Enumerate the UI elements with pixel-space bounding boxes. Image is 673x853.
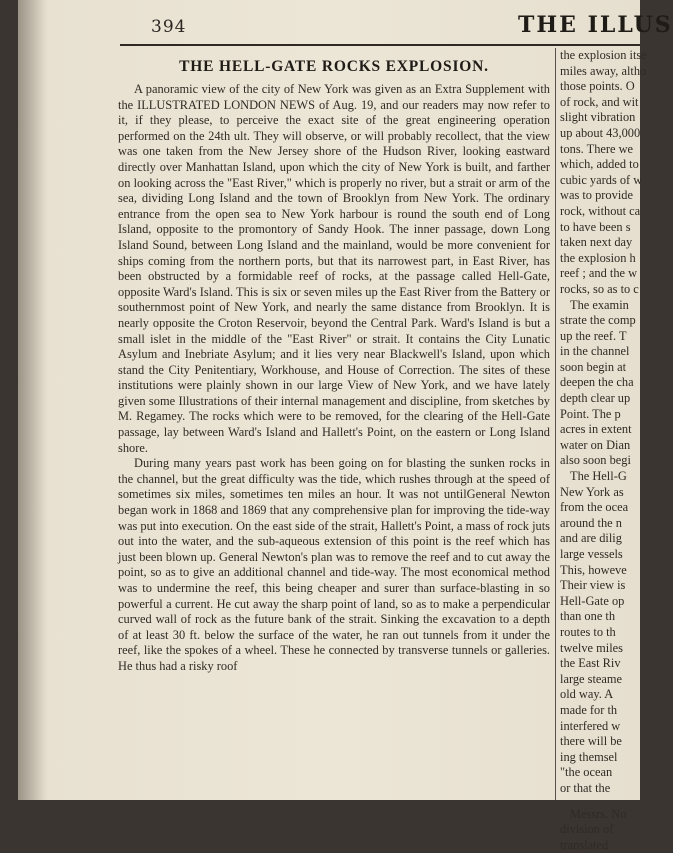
adjacent-column-line: rock, without ca — [560, 203, 641, 218]
adjacent-column-line: from the ocea — [560, 500, 629, 515]
adjacent-column-line: also soon begi — [560, 453, 631, 468]
adjacent-column-line: of rock, and wit — [560, 94, 639, 109]
adjacent-column-line: made for th — [560, 702, 618, 717]
article-paragraph: A panoramic view of the city of New York was given as an Extra Supplement with the ILLUSTRATED LONDON NEWS of Aug. 19, and our readers may now refer to it, if they please, to perceive the exact site of the great engineering operation performed on the 24th ult. They will observe, or will probably recollect, that the view was one taken from the New Jersey shore of the Hudson River, looking eastward directly over Manhattan Island, upon which the city of New York is built, and farther on looking across the "East River," which is properly no river, but a strait or arm of the sea, dividing Long Island and the town of Brooklyn from New York. The ordinary entrance from the open sea to New York harbour is round the south end of Long Island, opposite to the promontory of Sandy Hook. The inner passage, down Long Island Sound, between Long Island and the mainland, would be more convenient for ships coming from the northern ports, but that its narrowest part, in East River, has been obstructed by a formidable reef of rocks, at the passage called Hell-Gate, opposite Ward's Island. This is six or seven miles up the East River from the Battery or southernmost point of New York, and nearly the same distance from Brooklyn. It is nearly opposite the Croton Reservoir, beyond the Central Park. Ward's Island is but a small islet in the middle of the "East River" or strait. It contains the City Lunatic Asylum and Inebriate Asylum; and it lies very near Blackwell's Island, upon which stand the City Penitentiary, Workhouse, and House of Correction. The sites of these institutions were plainly shown in our large View of New York, and we have lately given some Illustrations of their internal management and discipline, from sketches by M. Regamey. The rocks which were to be removed, for the clearing of the Hell-Gate passage, lay between Ward's Island and Hallett's Point, on the eastern or Long Island shore. — [118, 82, 550, 455]
adjacent-column-line: The Hell-G — [570, 469, 627, 484]
adjacent-column — [560, 48, 647, 852]
adjacent-column-line: deepen the cha — [560, 375, 634, 390]
page-number: 394 — [151, 17, 187, 37]
adjacent-column-line: up about 43,000 — [560, 125, 641, 140]
adjacent-column-line: New York as — [560, 484, 624, 499]
article-title: THE HELL-GATE ROCKS EXPLOSION. — [179, 58, 489, 75]
adjacent-column-line: This, howeve — [560, 562, 627, 577]
adjacent-column-line: reef ; and the w — [560, 266, 638, 281]
adjacent-column-line: soon begin at — [560, 359, 627, 374]
adjacent-column-line: acres in extent — [560, 422, 632, 437]
adjacent-column-line: or that the — [560, 780, 611, 795]
adjacent-column-line: depth clear up — [560, 391, 631, 406]
adjacent-column-line: large vessels — [560, 547, 623, 561]
article-paragraph: During many years past work has been going on for blasting the sunken rocks in the channel, but the great difficulty was the tide, which rushes through at the speed of sometimes six miles, sometimes ten miles an hour. It was not untilGeneral Newton began work in 1868 and 1869 that any comprehensive plan for improving the tide-way was put into execution. On the east side of the strait, Hallett's Point, a mass of rock juts out into the water, and the sub-aqueous extension of this point is the reef which has just been blown up. General Newton's plan was to remove the reef and to cut away the point, so as to give an additional channel and tide-way. The most economical method was to undermine the reef, this being cheaper and surer than surface-blasting in so powerful a current. He cut away the sharp point of land, so as to make a perpendicular curved wall of rock as the future bank of the strait. Sinking the excavation to a depth of at least 30 ft. below the surface of the water, he ran out tunnels from it under the reef, like the spokes of a wheel. These he connected by transverse tunnels or galleries. He thus had a risky roof — [118, 456, 550, 673]
adjacent-column-line: Their view is — [560, 578, 626, 593]
adjacent-column-line: interfered w — [560, 718, 621, 733]
adjacent-column-line: which, added to — [560, 157, 639, 172]
adjacent-column-line: cubic yards of w — [560, 172, 643, 187]
adjacent-column-line: miles away, altho — [560, 63, 647, 78]
adjacent-column-line: routes to th — [560, 624, 616, 639]
adjacent-column-line: translated — [560, 837, 609, 852]
adjacent-column-line: taken next day — [560, 235, 633, 250]
adjacent-column-line: the explosion h — [560, 250, 636, 265]
adjacent-column-line: division of — [560, 822, 614, 837]
newspaper-page — [18, 0, 673, 852]
adjacent-column-line: old way. A — [560, 687, 614, 702]
adjacent-column-line: the explosion itse — [560, 48, 647, 62]
adjacent-column-line: and are dilig — [560, 531, 622, 546]
adjacent-column-line: those points. O — [560, 79, 635, 94]
adjacent-column-line: water on Dian — [560, 437, 631, 452]
page-gutter-shadow — [18, 0, 48, 800]
adjacent-column-line: than one th — [560, 609, 616, 624]
adjacent-column-line: large steame — [560, 671, 623, 686]
adjacent-column-line: Hell-Gate op — [560, 593, 625, 608]
adjacent-column-line: Messrs. No — [570, 806, 627, 821]
running-head: THE ILLUS — [518, 12, 673, 38]
adjacent-column-line: twelve miles — [560, 640, 623, 655]
adjacent-column-line: tons. There we — [560, 141, 634, 156]
adjacent-column-line: up the reef. T — [560, 328, 627, 343]
adjacent-column-line: Point. The p — [560, 406, 621, 421]
adjacent-column-line: slight vibration — [560, 110, 636, 125]
adjacent-column-line: ing themsel — [560, 749, 618, 764]
article-column — [118, 54, 550, 800]
adjacent-column-line: "the ocean — [560, 765, 613, 780]
adjacent-column-line: there will be — [560, 734, 622, 749]
adjacent-column-line: to have been s — [560, 219, 631, 234]
adjacent-column-line: was to provide — [560, 188, 633, 203]
adjacent-column-line: in the channel — [560, 344, 630, 359]
adjacent-column-line: the East Riv — [560, 656, 621, 671]
adjacent-column-line: rocks, so as to c — [560, 281, 639, 296]
header-rule — [120, 44, 640, 46]
adjacent-column-line: around the n — [560, 515, 622, 530]
column-divider — [555, 48, 556, 800]
adjacent-column-line: strate the comp — [560, 313, 636, 328]
adjacent-column-line: The examin — [570, 297, 629, 312]
